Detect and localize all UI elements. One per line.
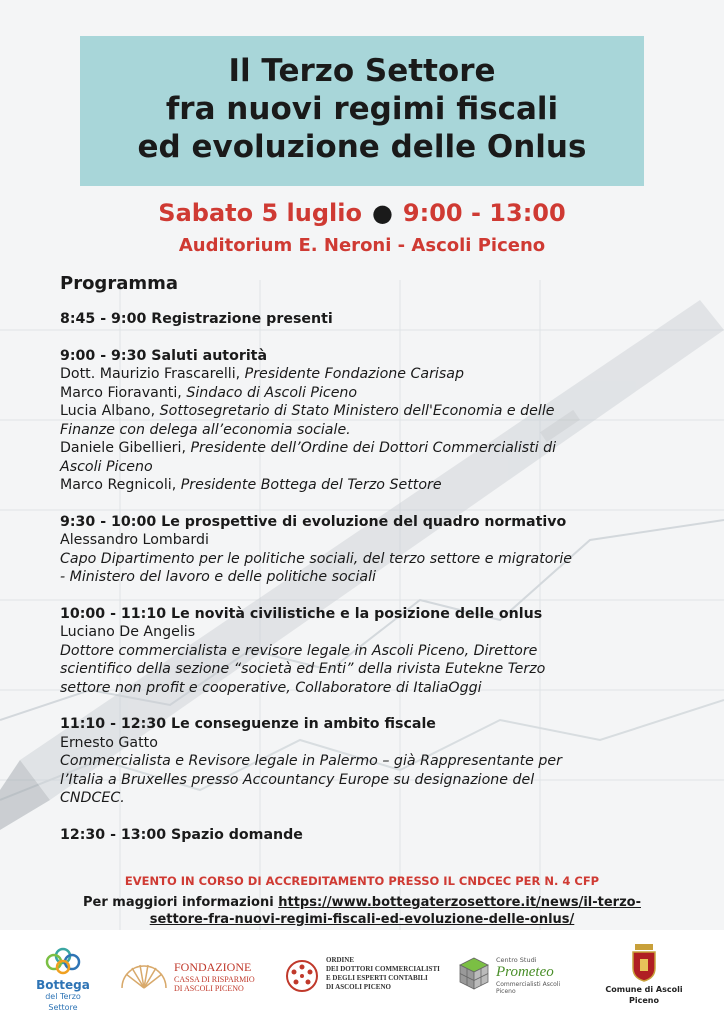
bottega-sub: del Terzo Settore bbox=[45, 992, 81, 1012]
speaker-role-cont: Ascoli Piceno bbox=[60, 458, 153, 475]
speaker-name: Marco Regnicoli, bbox=[60, 477, 181, 493]
speaker-role: Sindaco di Ascoli Piceno bbox=[186, 384, 358, 401]
speaker-line bbox=[60, 476, 680, 495]
prometeo-line-3: Commercialisti Ascoli Piceno bbox=[496, 981, 561, 995]
prometeo-line-1: Centro Studi bbox=[496, 956, 537, 964]
session-title: 9:00 - 9:30 Saluti autorità bbox=[60, 347, 268, 364]
session-regulatory bbox=[60, 513, 680, 587]
speaker-name: Alessandro Lombardi bbox=[60, 532, 209, 548]
event-time: 9:00 - 13:00 bbox=[402, 199, 566, 227]
logo-comune bbox=[594, 944, 694, 1010]
session-tax bbox=[60, 715, 680, 808]
speaker-description: Dottore commercialista e revisore legale in Ascoli Piceno, Direttore bbox=[60, 642, 538, 659]
speaker-description: Capo Dipartimento per le politiche sociali, del terzo settore e migratorie bbox=[60, 550, 572, 567]
prometeo-line-2: Prometeo bbox=[496, 964, 554, 980]
fondazione-text bbox=[174, 960, 258, 993]
bottega-name: Bottega bbox=[36, 978, 90, 992]
fan-icon bbox=[118, 960, 170, 990]
speaker-description: CNDCEC. bbox=[60, 790, 125, 806]
event-title bbox=[80, 52, 644, 166]
speaker-name: Dott. Maurizio Frascarelli, bbox=[60, 366, 245, 382]
title-line-1: Il Terzo Settore bbox=[228, 53, 496, 89]
speaker-role: Presidente dell’Ordine dei Dottori Commercialisti di bbox=[190, 440, 557, 456]
fondazione-line-1: FONDAZIONE bbox=[174, 960, 252, 974]
bullet-dot-icon: ● bbox=[371, 199, 393, 227]
speaker-line bbox=[60, 384, 680, 403]
speaker-role: Presidente Bottega del Terzo Settore bbox=[180, 477, 442, 493]
bottega-flower-icon bbox=[30, 944, 96, 980]
ordine-line-4: DI ASCOLI PICENO bbox=[326, 983, 391, 991]
logo-bottega bbox=[30, 944, 96, 1010]
speaker-line bbox=[60, 365, 680, 384]
speaker-description: settore non profit e cooperative, Collaboratore di ItaliaOggi bbox=[60, 679, 482, 696]
session-title: 8:45 - 9:00 Registrazione presenti bbox=[60, 311, 333, 327]
title-line-2: fra nuovi regimi fiscali bbox=[165, 91, 559, 127]
session-title: 11:10 - 12:30 Le conseguenze in ambito fiscale bbox=[60, 716, 436, 732]
info-block bbox=[60, 894, 664, 928]
session-greetings bbox=[60, 347, 680, 495]
event-datetime bbox=[0, 199, 724, 227]
speaker-name: Ernesto Gatto bbox=[60, 734, 158, 751]
speaker-name: Daniele Gibellieri, bbox=[60, 440, 191, 456]
speaker-name: Marco Fioravanti, bbox=[60, 384, 187, 401]
info-url-part-2: settore-fra-nuovi-regimi-fiscali-ed-evoluzione-delle-onlus/ bbox=[149, 912, 575, 927]
session-civil-law bbox=[60, 605, 680, 698]
logo-prometeo bbox=[458, 944, 578, 1010]
speaker-role: Sottosegretario di Stato Ministero dell'Economia e delle bbox=[159, 403, 555, 419]
speaker-name: Luciano De Angelis bbox=[60, 624, 196, 640]
ordine-text bbox=[326, 956, 444, 992]
program-heading: Programma bbox=[60, 273, 179, 294]
logo-ordine bbox=[284, 944, 444, 1010]
speaker-description: l’Italia a Bruxelles presso Accountancy Europe su designazione del bbox=[60, 771, 535, 788]
speaker-role-cont: Finanze con delega all’economia sociale. bbox=[60, 421, 351, 438]
ordine-line-2: DEI DOTTORI COMMERCIALISTI bbox=[326, 965, 440, 973]
logo-fondazione bbox=[118, 944, 258, 1010]
accreditation-notice: EVENTO IN CORSO DI ACCREDITAMENTO PRESSO IL CNDCEC PER N. 4 CFP bbox=[124, 874, 600, 888]
ordine-line-3: E DEGLI ESPERTI CONTABILI bbox=[326, 974, 428, 982]
speaker-name: Lucia Albano, bbox=[60, 403, 160, 419]
session-title: 10:00 - 11:10 Le novità civilistiche e la posizione delle onlus bbox=[60, 605, 543, 622]
speaker-description: - Ministero del lavoro e delle politiche sociali bbox=[60, 569, 376, 585]
title-line-3: ed evoluzione delle Onlus bbox=[137, 129, 587, 165]
session-questions bbox=[60, 826, 680, 845]
speaker-role: Presidente Fondazione Carisap bbox=[244, 366, 464, 382]
program-list bbox=[60, 310, 680, 862]
coat-of-arms-icon bbox=[629, 944, 659, 982]
speaker-line bbox=[60, 402, 680, 421]
sponsor-logos-footer bbox=[0, 930, 724, 1024]
speaker-description: scientifico della sezione “società ed Enti” della rivista Eutekne Terzo bbox=[60, 661, 546, 677]
ordine-seal-icon bbox=[284, 958, 320, 994]
fondazione-line-3: DI ASCOLI PICENO bbox=[174, 984, 244, 993]
speaker-line bbox=[60, 439, 680, 458]
info-prefix: Per maggiori informazioni bbox=[83, 895, 279, 910]
session-title: 12:30 - 13:00 Spazio domande bbox=[60, 826, 303, 843]
event-date: Sabato 5 luglio bbox=[158, 199, 362, 227]
fondazione-line-2: CASSA DI RISPARMIO bbox=[174, 975, 255, 984]
comune-name: Comune di Ascoli Piceno bbox=[605, 985, 683, 1005]
speaker-description: Commercialista e Revisore legale in Palermo – già Rappresentante per bbox=[60, 753, 562, 769]
info-url-part-1: https://www.bottegaterzosettore.it/news/il-terzo- bbox=[278, 895, 641, 910]
cube-icon bbox=[458, 956, 490, 992]
ordine-line-1: ORDINE bbox=[326, 956, 355, 964]
session-title: 9:30 - 10:00 Le prospettive di evoluzione del quadro normativo bbox=[60, 513, 567, 530]
session-registration bbox=[60, 310, 680, 329]
prometeo-text bbox=[496, 956, 578, 995]
event-venue: Auditorium E. Neroni - Ascoli Piceno bbox=[178, 235, 546, 256]
